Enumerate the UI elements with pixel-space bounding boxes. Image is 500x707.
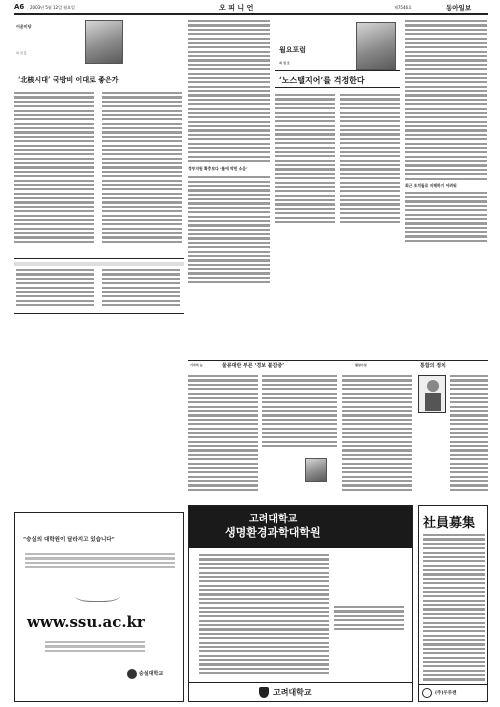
- forum-title: ‘노스탤지어’를 걱정한다: [279, 75, 365, 85]
- company-logo-icon: [422, 688, 432, 698]
- forum-tag: 월요포럼: [279, 46, 307, 54]
- ssu-signature: [75, 588, 120, 602]
- masthead-rule: [14, 13, 488, 15]
- korea-ad-univ-name: 고려대학교: [249, 514, 298, 525]
- left-column-header: [14, 20, 84, 68]
- recruitment-title: 社員募集: [423, 516, 476, 531]
- lower-headline: 물류대란 부른 ‘경보 불감증’: [222, 363, 285, 369]
- column-byline: 복 진 흥: [16, 51, 27, 55]
- right-column-body: [405, 20, 487, 255]
- korea-ad-school-name: 생명환경과학대학원: [225, 526, 321, 539]
- column-label-3: 통합의 정치: [420, 363, 446, 369]
- lower-body-4: [450, 375, 488, 495]
- korea-univ-advertisement[interactable]: [188, 505, 413, 702]
- ssu-url[interactable]: www.ssu.ac.kr: [27, 613, 145, 631]
- reporter-photo: [305, 458, 327, 482]
- forum-byline: 최 정 호: [279, 61, 290, 65]
- ssu-advertisement[interactable]: [14, 512, 184, 702]
- forum-body: [275, 94, 400, 230]
- reporter-eye-label: 기자의 눈: [190, 363, 203, 367]
- left-column-body: [14, 92, 184, 250]
- korea-ad-footer-name: 고려대학교: [273, 688, 312, 697]
- masthead-date: 2003년 5월 12일 월요일: [30, 5, 75, 10]
- ssu-logo-icon: [127, 669, 137, 679]
- left-column-title: ‘北核시대’ 국방비 이대로 좋은가: [18, 75, 119, 84]
- center-left-body: [188, 20, 270, 320]
- cartoon-illustration: [418, 375, 446, 413]
- lower-body-1: [188, 375, 258, 495]
- section-title: 오 피 니 언: [219, 4, 254, 12]
- column-label-2: 횡설수설: [355, 363, 367, 367]
- recruitment-company: (주)두루젠: [435, 691, 457, 696]
- korea-ad-banner: [189, 506, 412, 548]
- directory-box: [14, 258, 184, 314]
- page-number: A6: [14, 3, 25, 11]
- lower-rule: [188, 360, 488, 361]
- recruitment-advertisement[interactable]: [418, 505, 488, 702]
- ssu-school-name: 숭실대학교: [139, 671, 164, 677]
- newspaper-name: 동아일보: [446, 4, 472, 12]
- korea-ad-footer: [189, 682, 412, 701]
- lower-body-3: [342, 375, 412, 495]
- column-tag: 어윤미당: [16, 24, 32, 29]
- right-column-subhead: 최근 조치들로 저해하기 어려워: [405, 182, 457, 188]
- recruitment-footer: [419, 684, 487, 701]
- forum-title-box: [275, 70, 400, 88]
- forum-subhead: 정부지원 확충보다 ‘틀에 박힌 소음’: [188, 166, 248, 172]
- korea-crest-icon: [259, 687, 269, 698]
- forum-photo: [356, 22, 396, 70]
- masthead: [14, 3, 488, 13]
- ssu-slogan: “숭실의 대학원이 달라지고 있습니다”: [23, 537, 115, 543]
- issue-number: 제7546호: [394, 5, 412, 10]
- columnist-photo: [85, 20, 123, 64]
